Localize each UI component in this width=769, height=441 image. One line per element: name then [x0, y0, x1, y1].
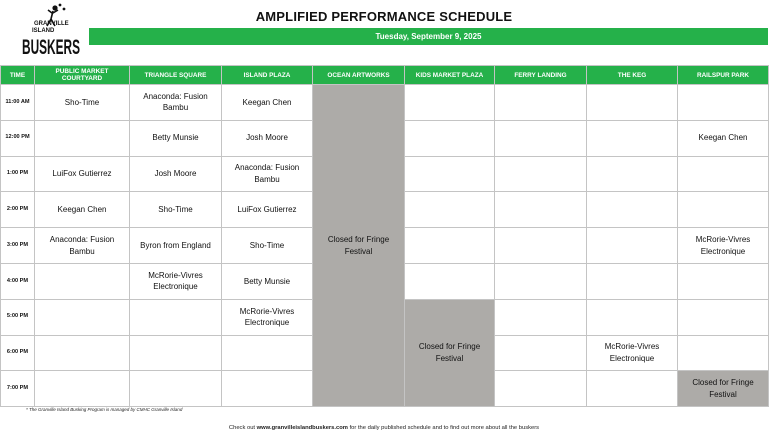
slot-cell [405, 156, 495, 192]
slot-cell: Betty Munsie [222, 263, 313, 299]
col-header-ferry-landing: FERRY LANDING [495, 66, 587, 85]
slot-cell [35, 371, 130, 407]
time-cell: 7:00 PM [1, 371, 35, 407]
slot-cell [35, 120, 130, 156]
slot-cell [587, 120, 678, 156]
time-cell: 6:00 PM [1, 335, 35, 371]
railspur-park-closed-cell: Closed for Fringe Festival [678, 371, 769, 407]
slot-cell [678, 299, 769, 335]
slot-cell [35, 335, 130, 371]
slot-cell: Sho-Time [35, 85, 130, 121]
ocean-artworks-closed-cell: Closed for Fringe Festival [313, 85, 405, 407]
slot-cell [587, 85, 678, 121]
slot-cell [405, 120, 495, 156]
slot-cell [587, 299, 678, 335]
footer-text [0, 425, 768, 431]
slot-cell [495, 120, 587, 156]
time-cell: 2:00 PM [1, 192, 35, 228]
slot-cell: Anaconda: Fusion Bambu [35, 228, 130, 264]
slot-cell: McRorie-Vivres Electronique [587, 335, 678, 371]
footer-post: for the daily published schedule and to find out more about all the buskers [349, 425, 540, 431]
slot-cell [495, 192, 587, 228]
page-title: AMPLIFIED PERFORMANCE SCHEDULE [255, 9, 513, 24]
col-header-public-market-courtyard: PUBLIC MARKET COURTYARD [35, 66, 130, 85]
slot-cell [405, 85, 495, 121]
slot-cell [35, 263, 130, 299]
slot-cell: McRorie-Vivres Electronique [222, 299, 313, 335]
slot-cell [678, 192, 769, 228]
col-header-the-keg: THE KEG [587, 66, 678, 85]
footnote: * The Granville Island Busking Program is managed by CMHC Granville Island [26, 407, 183, 412]
logo-line-3: BUSKERS [22, 36, 80, 59]
slot-cell: LuiFox Gutierrez [35, 156, 130, 192]
slot-cell [35, 299, 130, 335]
footer-pre: Check out [228, 425, 256, 431]
slot-cell [587, 192, 678, 228]
slot-cell [495, 85, 587, 121]
slot-cell: Sho-Time [222, 228, 313, 264]
kids-market-plaza-closed-cell: Closed for Fringe Festival [405, 299, 495, 406]
slot-cell: McRorie-Vivres Electronique [130, 263, 222, 299]
time-cell: 1:00 PM [1, 156, 35, 192]
slot-cell: Sho-Time [130, 192, 222, 228]
slot-cell [678, 85, 769, 121]
slot-cell [130, 335, 222, 371]
table-row [1, 85, 769, 121]
header-row [1, 66, 769, 85]
time-cell: 4:00 PM [1, 263, 35, 299]
slot-cell [222, 335, 313, 371]
slot-cell: Betty Munsie [130, 120, 222, 156]
slot-cell [405, 192, 495, 228]
slot-cell [587, 156, 678, 192]
slot-cell [405, 228, 495, 264]
slot-cell [495, 335, 587, 371]
slot-cell [495, 263, 587, 299]
slot-cell: Josh Moore [130, 156, 222, 192]
col-header-railspur-park: RAILSPUR PARK [678, 66, 769, 85]
slot-cell [587, 263, 678, 299]
logo-line-2: ISLAND [32, 28, 55, 34]
slot-cell: Anaconda: Fusion Bambu [222, 156, 313, 192]
logo-line-1: GRANVILLE [34, 21, 69, 27]
slot-cell: Keegan Chen [222, 85, 313, 121]
slot-cell [678, 156, 769, 192]
schedule-table [0, 65, 769, 407]
slot-cell [130, 299, 222, 335]
website-link[interactable]: www.granvilleislandbuskers.com [256, 425, 348, 431]
col-header-time: TIME [1, 66, 35, 85]
time-cell: 3:00 PM [1, 228, 35, 264]
slot-cell [495, 156, 587, 192]
slot-cell: LuiFox Gutierrez [222, 192, 313, 228]
date-bar: Tuesday, September 9, 2025 [89, 28, 768, 45]
slot-cell [587, 371, 678, 407]
time-cell: 11:00 AM [1, 85, 35, 121]
slot-cell [495, 371, 587, 407]
col-header-ocean-artworks: OCEAN ARTWORKS [313, 66, 405, 85]
col-header-triangle-square: TRIANGLE SQUARE [130, 66, 222, 85]
col-header-island-plaza: ISLAND PLAZA [222, 66, 313, 85]
slot-cell [495, 228, 587, 264]
slot-cell: Byron from England [130, 228, 222, 264]
slot-cell: Keegan Chen [35, 192, 130, 228]
time-cell: 5:00 PM [1, 299, 35, 335]
slot-cell [587, 228, 678, 264]
slot-cell: Keegan Chen [678, 120, 769, 156]
slot-cell [405, 263, 495, 299]
slot-cell: McRorie-Vivres Electronique [678, 228, 769, 264]
slot-cell: Anaconda: Fusion Bambu [130, 85, 222, 121]
slot-cell [678, 263, 769, 299]
time-cell: 12:00 PM [1, 120, 35, 156]
slot-cell [495, 299, 587, 335]
slot-cell [130, 371, 222, 407]
col-header-kids-market-plaza: KIDS MARKET PLAZA [405, 66, 495, 85]
slot-cell [678, 335, 769, 371]
slot-cell [222, 371, 313, 407]
slot-cell: Josh Moore [222, 120, 313, 156]
